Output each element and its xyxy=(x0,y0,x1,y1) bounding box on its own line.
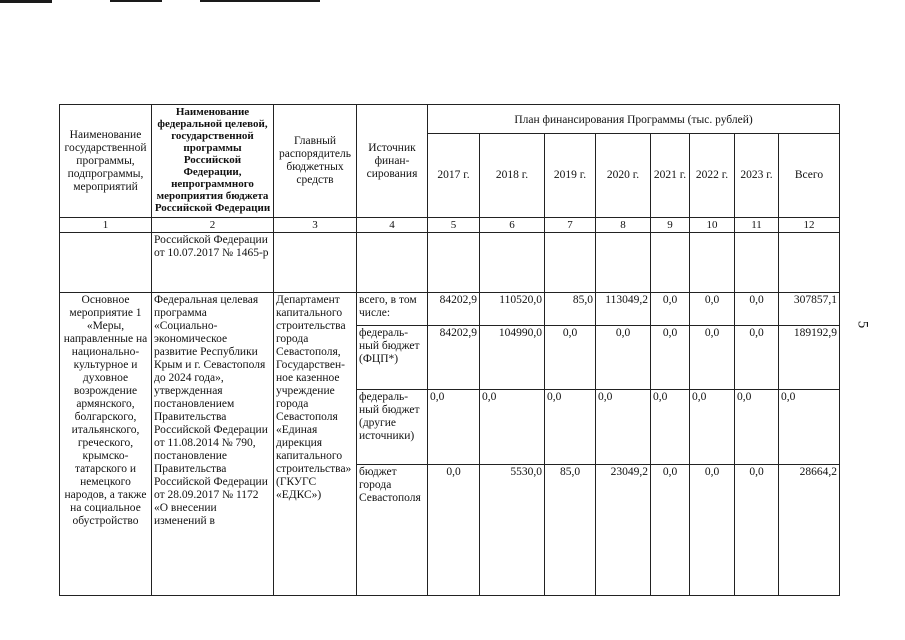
scan-artifact-line xyxy=(200,0,320,2)
value-cell: 84202,9 xyxy=(428,326,480,390)
column-number: 8 xyxy=(596,218,651,233)
measure-name: Основное мероприятие 1 «Меры, направленные на национально-культурное и духовное возрождение армянского, болгарского, итальянского, греческого, крымско-татарского и немецкого народов, а также на социальное обустройство xyxy=(60,293,152,596)
header-year: 2017 г. xyxy=(428,134,480,218)
value-cell: 0,0 xyxy=(545,326,596,390)
table-cell xyxy=(545,233,596,293)
value-cell: 0,0 xyxy=(651,465,690,596)
column-number: 12 xyxy=(779,218,840,233)
value-cell: 0,0 xyxy=(651,326,690,390)
column-number: 5 xyxy=(428,218,480,233)
value-cell: 110520,0 xyxy=(480,293,545,326)
table-cell xyxy=(690,233,735,293)
table-cell xyxy=(274,233,357,293)
table-cell xyxy=(357,233,428,293)
funding-source: федераль-ный бюджет (другие источники) xyxy=(357,390,428,465)
header-funding-source: Источник финан-сирования xyxy=(357,105,428,218)
header-federal-program: Наименование федеральной целевой, государственной программы Российской Федерации, непрограммного мероприятия бюджета Российской Федерации xyxy=(152,105,274,218)
value-cell: 0,0 xyxy=(651,390,690,465)
value-cell: 28664,2 xyxy=(779,465,840,596)
measure-administrator: Департамент капитального строительства города Севастополя, Государствен-ное казенное учреждение города Севастополя «Единая дирекция капитального строительства» (ГКУГС «ЕДКС») xyxy=(274,293,357,596)
value-cell: 0,0 xyxy=(690,390,735,465)
value-cell: 23049,2 xyxy=(596,465,651,596)
funding-source: федераль-ный бюджет (ФЦП*) xyxy=(357,326,428,390)
column-number-row xyxy=(60,218,840,233)
value-cell: 5530,0 xyxy=(480,465,545,596)
column-number: 1 xyxy=(60,218,152,233)
value-cell: 0,0 xyxy=(596,390,651,465)
page-number: 5 xyxy=(854,320,871,329)
column-number: 3 xyxy=(274,218,357,233)
value-cell: 0,0 xyxy=(735,326,779,390)
column-number: 11 xyxy=(735,218,779,233)
value-cell: 0,0 xyxy=(545,390,596,465)
header-row xyxy=(60,105,840,134)
value-cell: 113049,2 xyxy=(596,293,651,326)
measure-program: Федеральная целевая программа «Социально-экономическое развитие Республики Крым и г. Севастополя до 2024 года», утвержденная постановлением Правительства Российской Федерации от 11.08.2014 № 790, постановление Правительства Российской Федерации от 28.09.2017 № 1172 «О внесении изменений в xyxy=(152,293,274,596)
table-cell xyxy=(735,233,779,293)
table-cell xyxy=(596,233,651,293)
header-year: 2020 г. xyxy=(596,134,651,218)
value-cell: 0,0 xyxy=(596,326,651,390)
value-cell: 84202,9 xyxy=(428,293,480,326)
value-cell: 0,0 xyxy=(480,390,545,465)
header-year: 2018 г. xyxy=(480,134,545,218)
scan-artifact-line xyxy=(110,0,162,2)
column-number: 9 xyxy=(651,218,690,233)
value-cell: 85,0 xyxy=(545,465,596,596)
value-cell: 0,0 xyxy=(690,465,735,596)
value-cell: 85,0 xyxy=(545,293,596,326)
financing-table xyxy=(59,104,840,596)
value-cell: 0,0 xyxy=(735,390,779,465)
column-number: 10 xyxy=(690,218,735,233)
value-cell: 307857,1 xyxy=(779,293,840,326)
value-cell: 104990,0 xyxy=(480,326,545,390)
column-number: 4 xyxy=(357,218,428,233)
header-program-name: Наименование государственной программы, подпрограммы, мероприятий xyxy=(60,105,152,218)
header-year: 2019 г. xyxy=(545,134,596,218)
value-cell: 0,0 xyxy=(735,465,779,596)
continuation-row xyxy=(60,233,840,293)
value-cell: 0,0 xyxy=(779,390,840,465)
table-cell xyxy=(60,233,152,293)
continuation-program-text: Российской Федерации от 10.07.2017 № 1465-р xyxy=(152,233,274,293)
header-year: 2021 г. xyxy=(651,134,690,218)
table-cell xyxy=(651,233,690,293)
column-number: 2 xyxy=(152,218,274,233)
column-number: 7 xyxy=(545,218,596,233)
table-row-total xyxy=(60,293,840,326)
table-cell xyxy=(779,233,840,293)
value-cell: 0,0 xyxy=(428,390,480,465)
table-cell xyxy=(480,233,545,293)
scan-artifact-line xyxy=(0,0,52,3)
value-cell: 189192,9 xyxy=(779,326,840,390)
funding-source: бюджет города Севастополя xyxy=(357,465,428,596)
value-cell: 0,0 xyxy=(651,293,690,326)
table-cell xyxy=(428,233,480,293)
funding-source: всего, в том числе: xyxy=(357,293,428,326)
column-number: 6 xyxy=(480,218,545,233)
value-cell: 0,0 xyxy=(690,326,735,390)
value-cell: 0,0 xyxy=(690,293,735,326)
header-year: 2022 г. xyxy=(690,134,735,218)
value-cell: 0,0 xyxy=(735,293,779,326)
value-cell: 0,0 xyxy=(428,465,480,596)
header-financing-plan: План финансирования Программы (тыс. рублей) xyxy=(428,105,840,134)
header-budget-administrator: Главный распорядитель бюджетных средств xyxy=(274,105,357,218)
header-total: Всего xyxy=(779,134,840,218)
header-year: 2023 г. xyxy=(735,134,779,218)
